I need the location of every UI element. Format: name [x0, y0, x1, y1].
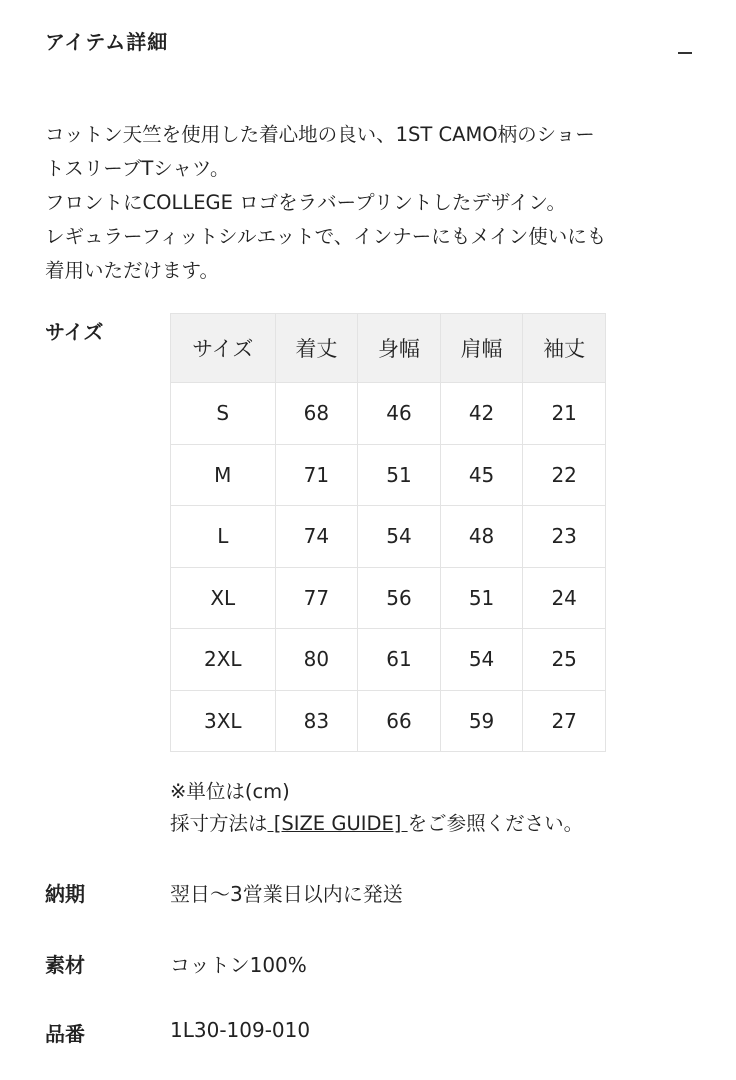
table-cell: 56 — [358, 567, 441, 629]
minus-icon[interactable] — [674, 34, 696, 56]
table-cell: 21 — [523, 383, 606, 445]
table-cell: 68 — [275, 383, 358, 445]
size-table — [170, 313, 606, 752]
table-cell: L — [171, 506, 276, 568]
size-table-note — [170, 776, 583, 840]
description-line: トスリーブTシャツ。 — [45, 157, 230, 180]
table-cell: 2XL — [171, 629, 276, 691]
size-guide-note — [170, 808, 583, 840]
table-cell: 3XL — [171, 690, 276, 752]
description-line: レギュラーフィットシルエットで、インナーにもメイン使いにも — [45, 225, 607, 248]
table-cell: 27 — [523, 690, 606, 752]
size-guide-link[interactable]: [SIZE GUIDE] — [267, 812, 408, 835]
size-guide-suffix: をご参照ください。 — [407, 812, 584, 835]
table-cell: 77 — [275, 567, 358, 629]
table-cell: 83 — [275, 690, 358, 752]
table-cell: 61 — [358, 629, 441, 691]
table-row — [171, 383, 606, 445]
table-cell: 25 — [523, 629, 606, 691]
description-line: 着用いただけます。 — [45, 259, 219, 282]
table-cell: 42 — [440, 383, 523, 445]
table-row — [171, 444, 606, 506]
size-table-header-row — [171, 314, 606, 383]
table-cell: 59 — [440, 690, 523, 752]
table-cell: 80 — [275, 629, 358, 691]
size-guide-prefix: 採寸方法は — [170, 812, 268, 835]
table-row — [171, 629, 606, 691]
description-line: コットン天竺を使用した着心地の良い、1ST CAMO柄のショー — [45, 123, 595, 146]
section-title: アイテム詳細 — [45, 30, 169, 54]
table-cell: 23 — [523, 506, 606, 568]
table-cell: 45 — [440, 444, 523, 506]
table-row — [171, 690, 606, 752]
product-number-label: 品番 — [45, 1022, 85, 1046]
table-cell: 66 — [358, 690, 441, 752]
material-label: 素材 — [45, 953, 85, 977]
table-header-cell: 肩幅 — [440, 314, 523, 383]
delivery-value: 翌日〜3営業日以内に発送 — [170, 882, 403, 906]
delivery-label: 納期 — [45, 882, 85, 906]
description-line: フロントにCOLLEGE ロゴをラバープリントしたデザイン。 — [45, 191, 566, 214]
table-cell: 51 — [358, 444, 441, 506]
table-cell: S — [171, 383, 276, 445]
table-header-cell: 着丈 — [275, 314, 358, 383]
table-cell: 48 — [440, 506, 523, 568]
item-description — [45, 118, 705, 288]
table-cell: 22 — [523, 444, 606, 506]
table-cell: 46 — [358, 383, 441, 445]
item-detail-header[interactable] — [45, 26, 696, 56]
table-cell: 54 — [440, 629, 523, 691]
table-header-cell: 袖丈 — [523, 314, 606, 383]
table-header-cell: 身幅 — [358, 314, 441, 383]
material-value: コットン100% — [170, 953, 307, 977]
unit-note: ※単位は(cm) — [170, 780, 290, 803]
table-cell: 24 — [523, 567, 606, 629]
table-cell: XL — [171, 567, 276, 629]
table-cell: 71 — [275, 444, 358, 506]
table-cell: 74 — [275, 506, 358, 568]
table-header-cell: サイズ — [171, 314, 276, 383]
product-number-value: 1L30-109-010 — [170, 1018, 311, 1042]
table-cell: 54 — [358, 506, 441, 568]
table-row — [171, 506, 606, 568]
table-cell: M — [171, 444, 276, 506]
size-label: サイズ — [45, 320, 104, 344]
table-row — [171, 567, 606, 629]
table-cell: 51 — [440, 567, 523, 629]
